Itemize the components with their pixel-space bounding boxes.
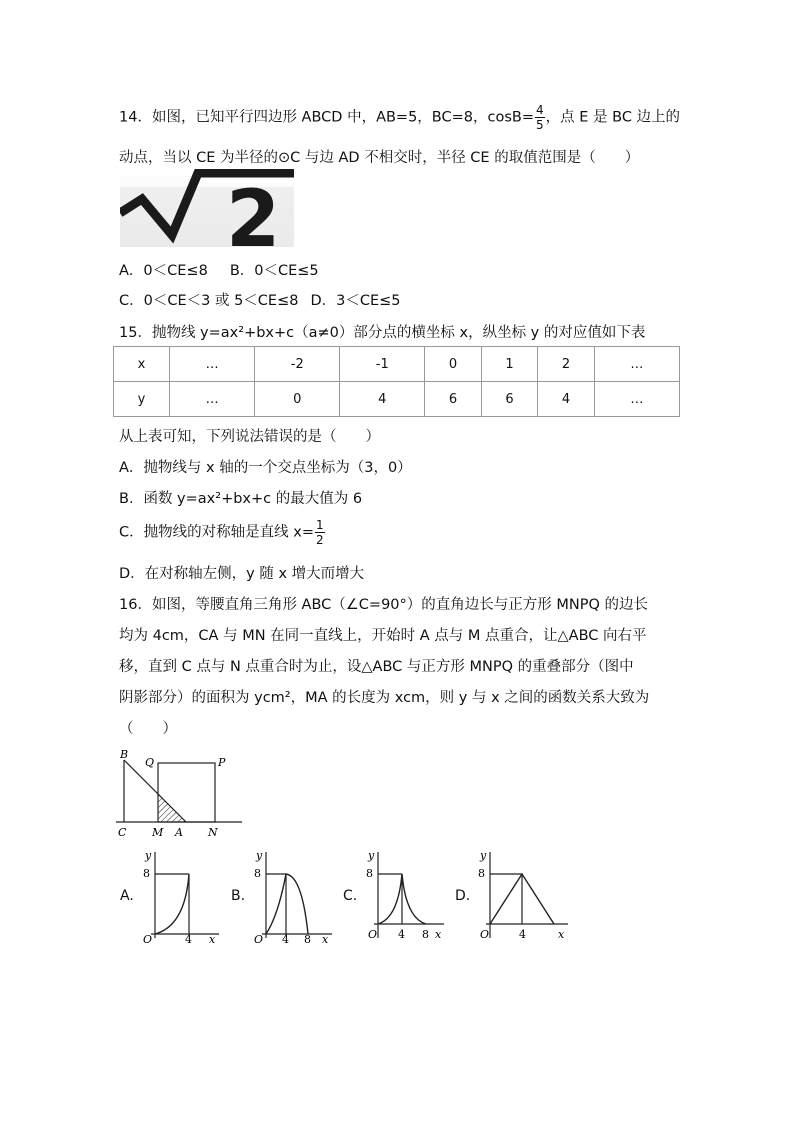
q16-stem-line2: 均为 4cm，CA 与 MN 在同一直线上，开始时 A 点与 M 点重合，让△ABC 向右平 [119,628,647,644]
y-tick-label: 8 [143,867,150,880]
label-q: Q [145,756,155,769]
q16-stem-line1: 16．如图，等腰直角三角形 ABC（∠C=90°）的直角边长与正方形 MNPQ 的边长 [119,597,648,613]
q15-option-c[interactable] [119,519,326,546]
sqrt-two-image [120,169,294,247]
x-axis-label: x [322,933,329,944]
table-cell: x [114,347,170,382]
label-m: M [152,826,164,839]
table-cell: 0 [255,382,340,417]
q14-options-row1 [119,259,319,280]
table-cell: y [114,382,170,417]
q14-option-d[interactable]: D．3＜CE≤5 [310,293,401,309]
table-cell: 4 [340,382,425,417]
label-p: P [218,756,226,769]
table-cell: 1 [481,347,537,382]
table-row-y [114,382,680,417]
origin-label: O [480,928,490,941]
q15-stem: 15．抛物线 y=ax²+bx+c（a≠0）部分点的横坐标 x，纵坐标 y 的对应值如下表 [119,325,646,341]
q16-stem-line4: 阴影部分）的面积为 ycm²，MA 的长度为 xcm，则 y 与 x 之间的函数关系大致为 [119,690,650,706]
q14-fraction [535,104,545,131]
x-tick-label: 4 [519,928,526,941]
q15-value-table [113,346,680,417]
q15-frac-num: 1 [315,518,324,532]
q15-option-d[interactable]: D．在对称轴左侧，y 随 x 增大而增大 [119,566,365,582]
x-tick-label: 4 [282,933,289,944]
q16-option-c-label[interactable]: C. [343,888,358,904]
y-axis-label: y [256,849,263,862]
table-cell: … [170,382,255,417]
origin-label: O [143,933,153,944]
q16-option-b-label[interactable]: B. [231,888,246,904]
table-row-x [114,347,680,382]
q14-text-pre: 14．如图，已知平行四边形 ABCD 中，AB=5，BC=8，cosB= [119,109,534,126]
q16-option-c-graph[interactable] [364,846,446,944]
label-a: A [175,826,183,839]
table-cell: … [594,382,679,417]
q14-stem-line2: 动点，当以 CE 为半径的⊙C 与边 AD 不相交时，半径 CE 的取值范围是（ ） [119,150,640,166]
q16-option-a-label[interactable]: A. [120,888,134,904]
q16-stem-line3: 移，直到 C 点与 N 点重合时为止，设△ABC 与正方形 MNPQ 的重叠部分（图中 [119,659,634,675]
q14-option-c[interactable]: C．0＜CE＜3 或 5＜CE≤8 [119,293,299,309]
label-b: B [120,748,129,761]
y-axis-label: y [145,849,152,862]
origin-label: O [368,928,378,941]
table-cell: 0 [425,347,481,382]
y-tick-label: 8 [478,867,485,880]
y-axis-label: y [368,849,375,862]
q14-frac-den: 5 [536,118,544,132]
q15-frac-den: 2 [315,533,324,547]
q16-option-d-label[interactable]: D. [455,888,471,904]
x-axis-label: x [558,928,565,941]
y-axis-label: y [480,849,487,862]
x-tick-label: 4 [398,928,405,941]
x-tick-label: 4 [185,933,192,944]
q15-option-b[interactable]: B．函数 y=ax²+bx+c 的最大值为 6 [119,491,363,507]
q16-option-d-graph[interactable] [476,846,571,944]
q14-frac-num: 4 [536,103,544,117]
table-cell: 6 [425,382,481,417]
q14-text-post: ，点 E 是 BC 边上的 [545,109,681,126]
q14-option-a[interactable]: A．0＜CE≤8 [119,263,208,279]
origin-label: O [254,933,264,944]
q16-stem-line5: （ ） [119,721,177,737]
table-cell: … [594,347,679,382]
q14-options-row2 [119,289,401,310]
q16-option-b-graph[interactable] [252,846,334,944]
table-cell: -1 [340,347,425,382]
label-n: N [208,826,218,839]
x-tick-label: 8 [422,928,429,941]
q15-fraction [315,519,325,546]
q15-option-a[interactable]: A．抛物线与 x 轴的一个交点坐标为（3，0） [119,460,412,476]
q15-option-c-text: C．抛物线的对称轴是直线 x= [119,524,314,541]
table-cell: 4 [538,382,594,417]
table-cell: 6 [481,382,537,417]
table-cell: 2 [538,347,594,382]
q15-question: 从上表可知，下列说法错误的是（ ） [119,429,380,445]
sqrt-digit: 2 [226,175,281,247]
x-axis-label: x [435,928,442,941]
q16-main-figure [112,746,247,840]
table-cell: … [170,347,255,382]
label-c: C [118,826,127,839]
x-tick-label: 8 [304,933,311,944]
table-cell: -2 [255,347,340,382]
q14-option-b[interactable]: B．0＜CE≤5 [229,263,319,279]
q14-stem-line1 [119,104,680,131]
q16-option-a-graph[interactable] [141,846,221,944]
x-axis-label: x [209,933,216,944]
y-tick-label: 8 [366,867,373,880]
y-tick-label: 8 [254,867,261,880]
